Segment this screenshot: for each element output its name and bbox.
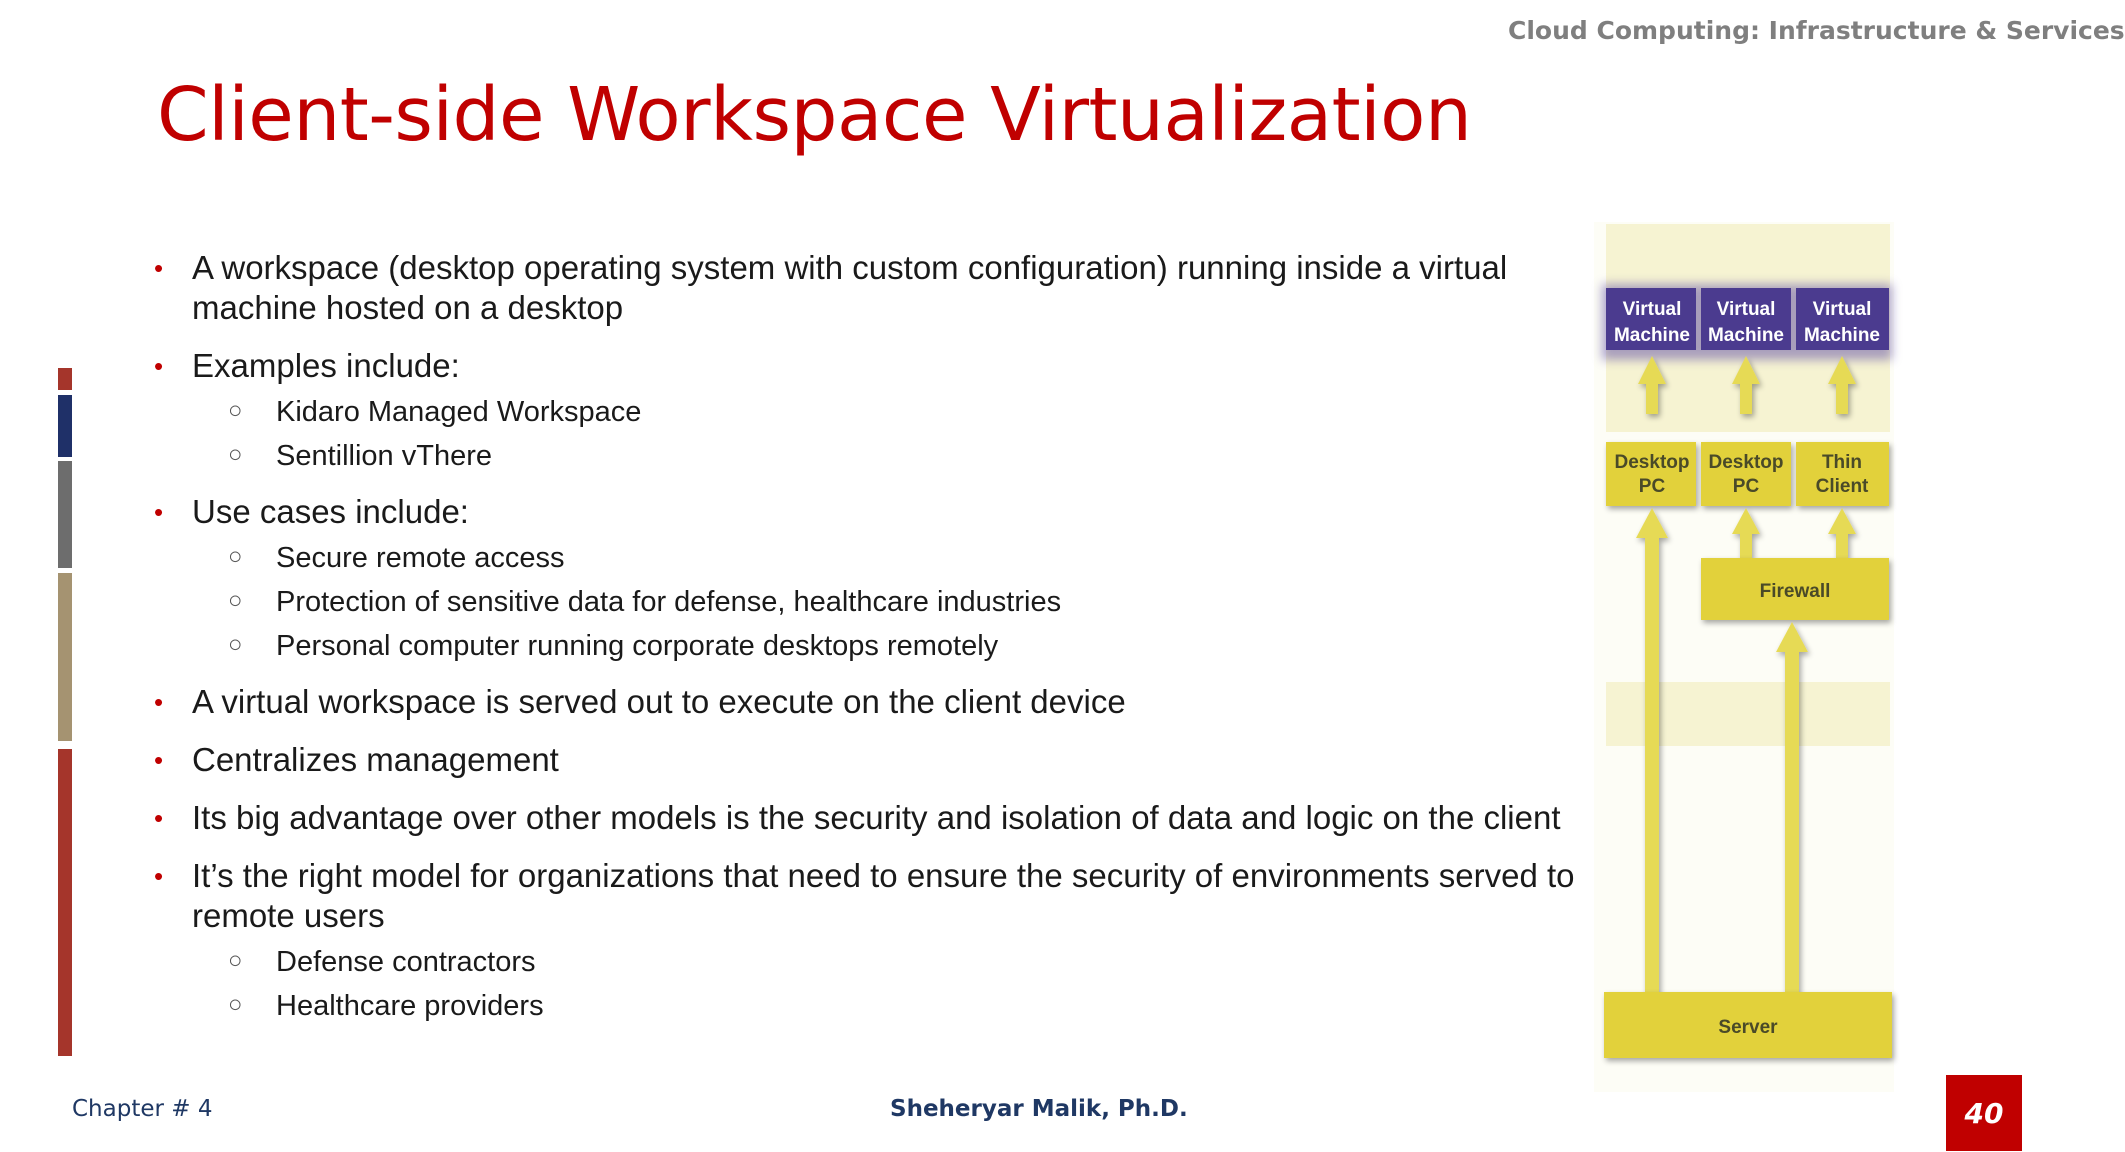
bullet-item [150,248,1594,328]
architecture-diagram [1594,222,1894,1092]
sub-bullet-text: Protection of sensitive data for defense, healthcare industries [276,586,1062,618]
sub-bullet-item [150,629,1594,664]
sub-bullet-item [150,945,1594,980]
bullet-item [150,798,1594,838]
sub-bullet-item [150,585,1594,620]
page-number: 40 [1964,1096,2004,1130]
device-label: Client [1815,476,1869,497]
vm-label: Machine [1803,325,1881,346]
side-bar-segment [58,395,72,457]
sub-bullet-marker: ○ [228,441,243,468]
sub-bullet-text: Personal computer running corporate desktops remotely [276,630,999,662]
firewall-label: Firewall [1759,581,1831,602]
bullet-marker: • [154,803,164,833]
sub-bullet-text: Kidaro Managed Workspace [276,396,642,428]
bullet-text: Its big advantage over other models is the security and isolation of data and logic on the client [192,799,1561,836]
bullet-marker: • [154,745,164,775]
page-number-badge [1946,1075,2022,1151]
vm-label: Virtual [1812,299,1872,320]
bullet-marker: • [154,687,164,717]
sub-bullet-item [150,395,1594,430]
bullet-marker: • [154,351,164,381]
bullet-text: Examples include: [192,347,460,384]
slide-title: Client-side Workspace Virtualization [157,72,1472,158]
vm-layer [1602,284,1892,360]
bullet-item [150,856,1594,936]
bullet-item [150,682,1594,722]
sub-bullet-item [150,989,1594,1024]
side-bar-segment [58,573,72,741]
bullet-item [150,740,1594,780]
vm-label: Virtual [1716,299,1776,320]
sub-bullet-text: Sentillion vThere [276,440,492,472]
sub-bullet-marker: ○ [228,543,243,570]
bullet-list [150,240,1594,1040]
bullet-text: A virtual workspace is served out to execute on the client device [192,683,1126,720]
side-bar-segment [58,749,72,1056]
bullet-text: Use cases include: [192,493,469,530]
device-label: PC [1638,476,1666,497]
device-label: Desktop [1708,452,1784,473]
sub-bullet-text: Healthcare providers [276,990,544,1022]
bullet-text: Centralizes management [192,741,559,778]
sub-bullet-marker: ○ [228,587,243,614]
sub-bullet-text: Secure remote access [276,542,565,574]
bullet-item [150,346,1594,386]
bullet-item [150,492,1594,532]
sub-bullet-marker: ○ [228,947,243,974]
footer-chapter: Chapter # 4 [72,1096,213,1122]
side-bar-segment [58,461,72,568]
side-bar-segment [58,368,72,390]
bullet-marker: • [154,861,164,891]
server-label: Server [1718,1017,1778,1038]
device-label: Desktop [1614,452,1690,473]
bullet-text: It’s the right model for organizations that need to ensure the security of environments served to remote users [192,857,1575,934]
course-title: Cloud Computing: Infrastructure & Services [1508,16,2125,45]
vm-label: Machine [1707,325,1785,346]
sub-bullet-item [150,439,1594,474]
sub-bullet-marker: ○ [228,991,243,1018]
footer-author: Sheheryar Malik, Ph.D. [890,1096,1188,1122]
sub-bullet-marker: ○ [228,631,243,658]
device-label: PC [1732,476,1760,497]
sub-bullet-text: Defense contractors [276,946,536,978]
bullet-marker: • [154,497,164,527]
bullet-text: A workspace (desktop operating system with custom configuration) running inside a virtual machine hosted on a desktop [192,249,1508,326]
sub-bullet-marker: ○ [228,397,243,424]
bullet-marker: • [154,253,164,283]
vm-label: Virtual [1622,299,1682,320]
device-label: Thin [1821,452,1863,473]
vm-label: Machine [1613,325,1691,346]
sub-bullet-item [150,541,1594,576]
